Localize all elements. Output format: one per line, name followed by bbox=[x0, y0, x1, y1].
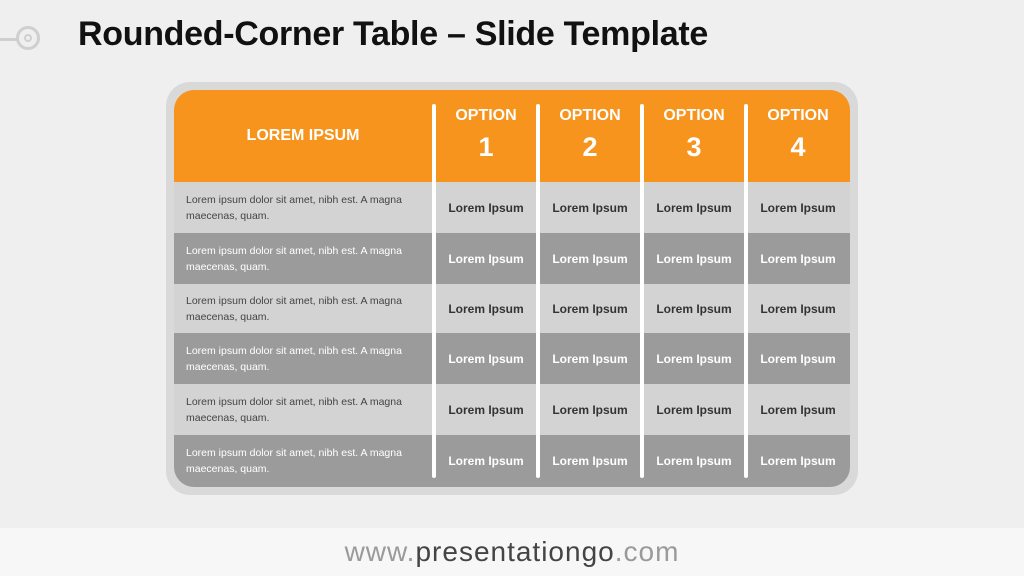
option-number: 2 bbox=[582, 132, 598, 162]
table-row bbox=[174, 435, 850, 487]
page-title: Rounded-Corner Table – Slide Template bbox=[78, 15, 708, 53]
option-label: OPTION bbox=[663, 107, 725, 124]
table-row bbox=[174, 384, 850, 435]
footer-url bbox=[0, 528, 1024, 576]
option-header-1 bbox=[434, 90, 538, 182]
column-divider bbox=[640, 104, 644, 478]
row-description: Lorem ipsum dolor sit amet, nibh est. A magna maecenas, quam. bbox=[186, 447, 402, 475]
table-cell: Lorem Ipsum bbox=[760, 454, 836, 468]
table-cell: Lorem Ipsum bbox=[656, 301, 732, 316]
table-cell: Lorem Ipsum bbox=[760, 200, 836, 215]
table-cell: Lorem Ipsum bbox=[760, 301, 836, 316]
table-header bbox=[174, 90, 850, 182]
option-number: 3 bbox=[686, 132, 702, 162]
table-cell: Lorem Ipsum bbox=[552, 454, 628, 468]
footer-brand: presentationgo bbox=[415, 536, 615, 567]
table-row bbox=[174, 182, 850, 233]
table-row bbox=[174, 233, 850, 284]
table-cell: Lorem Ipsum bbox=[448, 301, 524, 316]
row-description: Lorem ipsum dolor sit amet, nibh est. A magna maecenas, quam. bbox=[186, 193, 402, 222]
table-cell: Lorem Ipsum bbox=[552, 200, 628, 215]
column-divider bbox=[432, 104, 436, 478]
option-label: OPTION bbox=[455, 107, 517, 124]
option-label: OPTION bbox=[767, 107, 829, 124]
table-cell: Lorem Ipsum bbox=[448, 351, 524, 366]
table-cell: Lorem Ipsum bbox=[656, 351, 732, 366]
row-description: Lorem ipsum dolor sit amet, nibh est. A magna maecenas, quam. bbox=[186, 244, 402, 273]
decorative-circle-icon bbox=[16, 26, 40, 50]
table-cell: Lorem Ipsum bbox=[448, 251, 524, 266]
table-cell: Lorem Ipsum bbox=[760, 351, 836, 366]
table-row bbox=[174, 284, 850, 333]
footer-prefix: www. bbox=[344, 536, 416, 567]
table-cell: Lorem Ipsum bbox=[760, 251, 836, 266]
table-cell: Lorem Ipsum bbox=[552, 251, 628, 266]
table-cell: Lorem Ipsum bbox=[552, 402, 628, 417]
table-cell: Lorem Ipsum bbox=[760, 402, 836, 417]
table-cell: Lorem Ipsum bbox=[448, 200, 524, 215]
option-header-3 bbox=[642, 90, 746, 182]
table-cell: Lorem Ipsum bbox=[448, 402, 524, 417]
row-description: Lorem ipsum dolor sit amet, nibh est. A magna maecenas, quam. bbox=[186, 294, 402, 323]
row-description: Lorem ipsum dolor sit amet, nibh est. A magna maecenas, quam. bbox=[186, 344, 402, 373]
comparison-table bbox=[174, 90, 850, 487]
table-cell: Lorem Ipsum bbox=[448, 454, 524, 468]
option-number: 4 bbox=[790, 132, 806, 162]
option-number: 1 bbox=[478, 132, 494, 162]
option-label: OPTION bbox=[559, 107, 621, 124]
table-cell: Lorem Ipsum bbox=[552, 301, 628, 316]
table-cell: Lorem Ipsum bbox=[552, 351, 628, 366]
table-cell: Lorem Ipsum bbox=[656, 402, 732, 417]
option-header-2 bbox=[538, 90, 642, 182]
row-description: Lorem ipsum dolor sit amet, nibh est. A magna maecenas, quam. bbox=[186, 395, 402, 424]
column-divider bbox=[744, 104, 748, 478]
header-label: LOREM IPSUM bbox=[246, 127, 360, 144]
table-cell: Lorem Ipsum bbox=[656, 251, 732, 266]
table-row bbox=[174, 333, 850, 384]
footer-suffix: .com bbox=[614, 536, 680, 567]
option-header-4 bbox=[746, 90, 850, 182]
table-cell: Lorem Ipsum bbox=[656, 454, 732, 468]
column-divider bbox=[536, 104, 540, 478]
table-cell: Lorem Ipsum bbox=[656, 200, 732, 215]
